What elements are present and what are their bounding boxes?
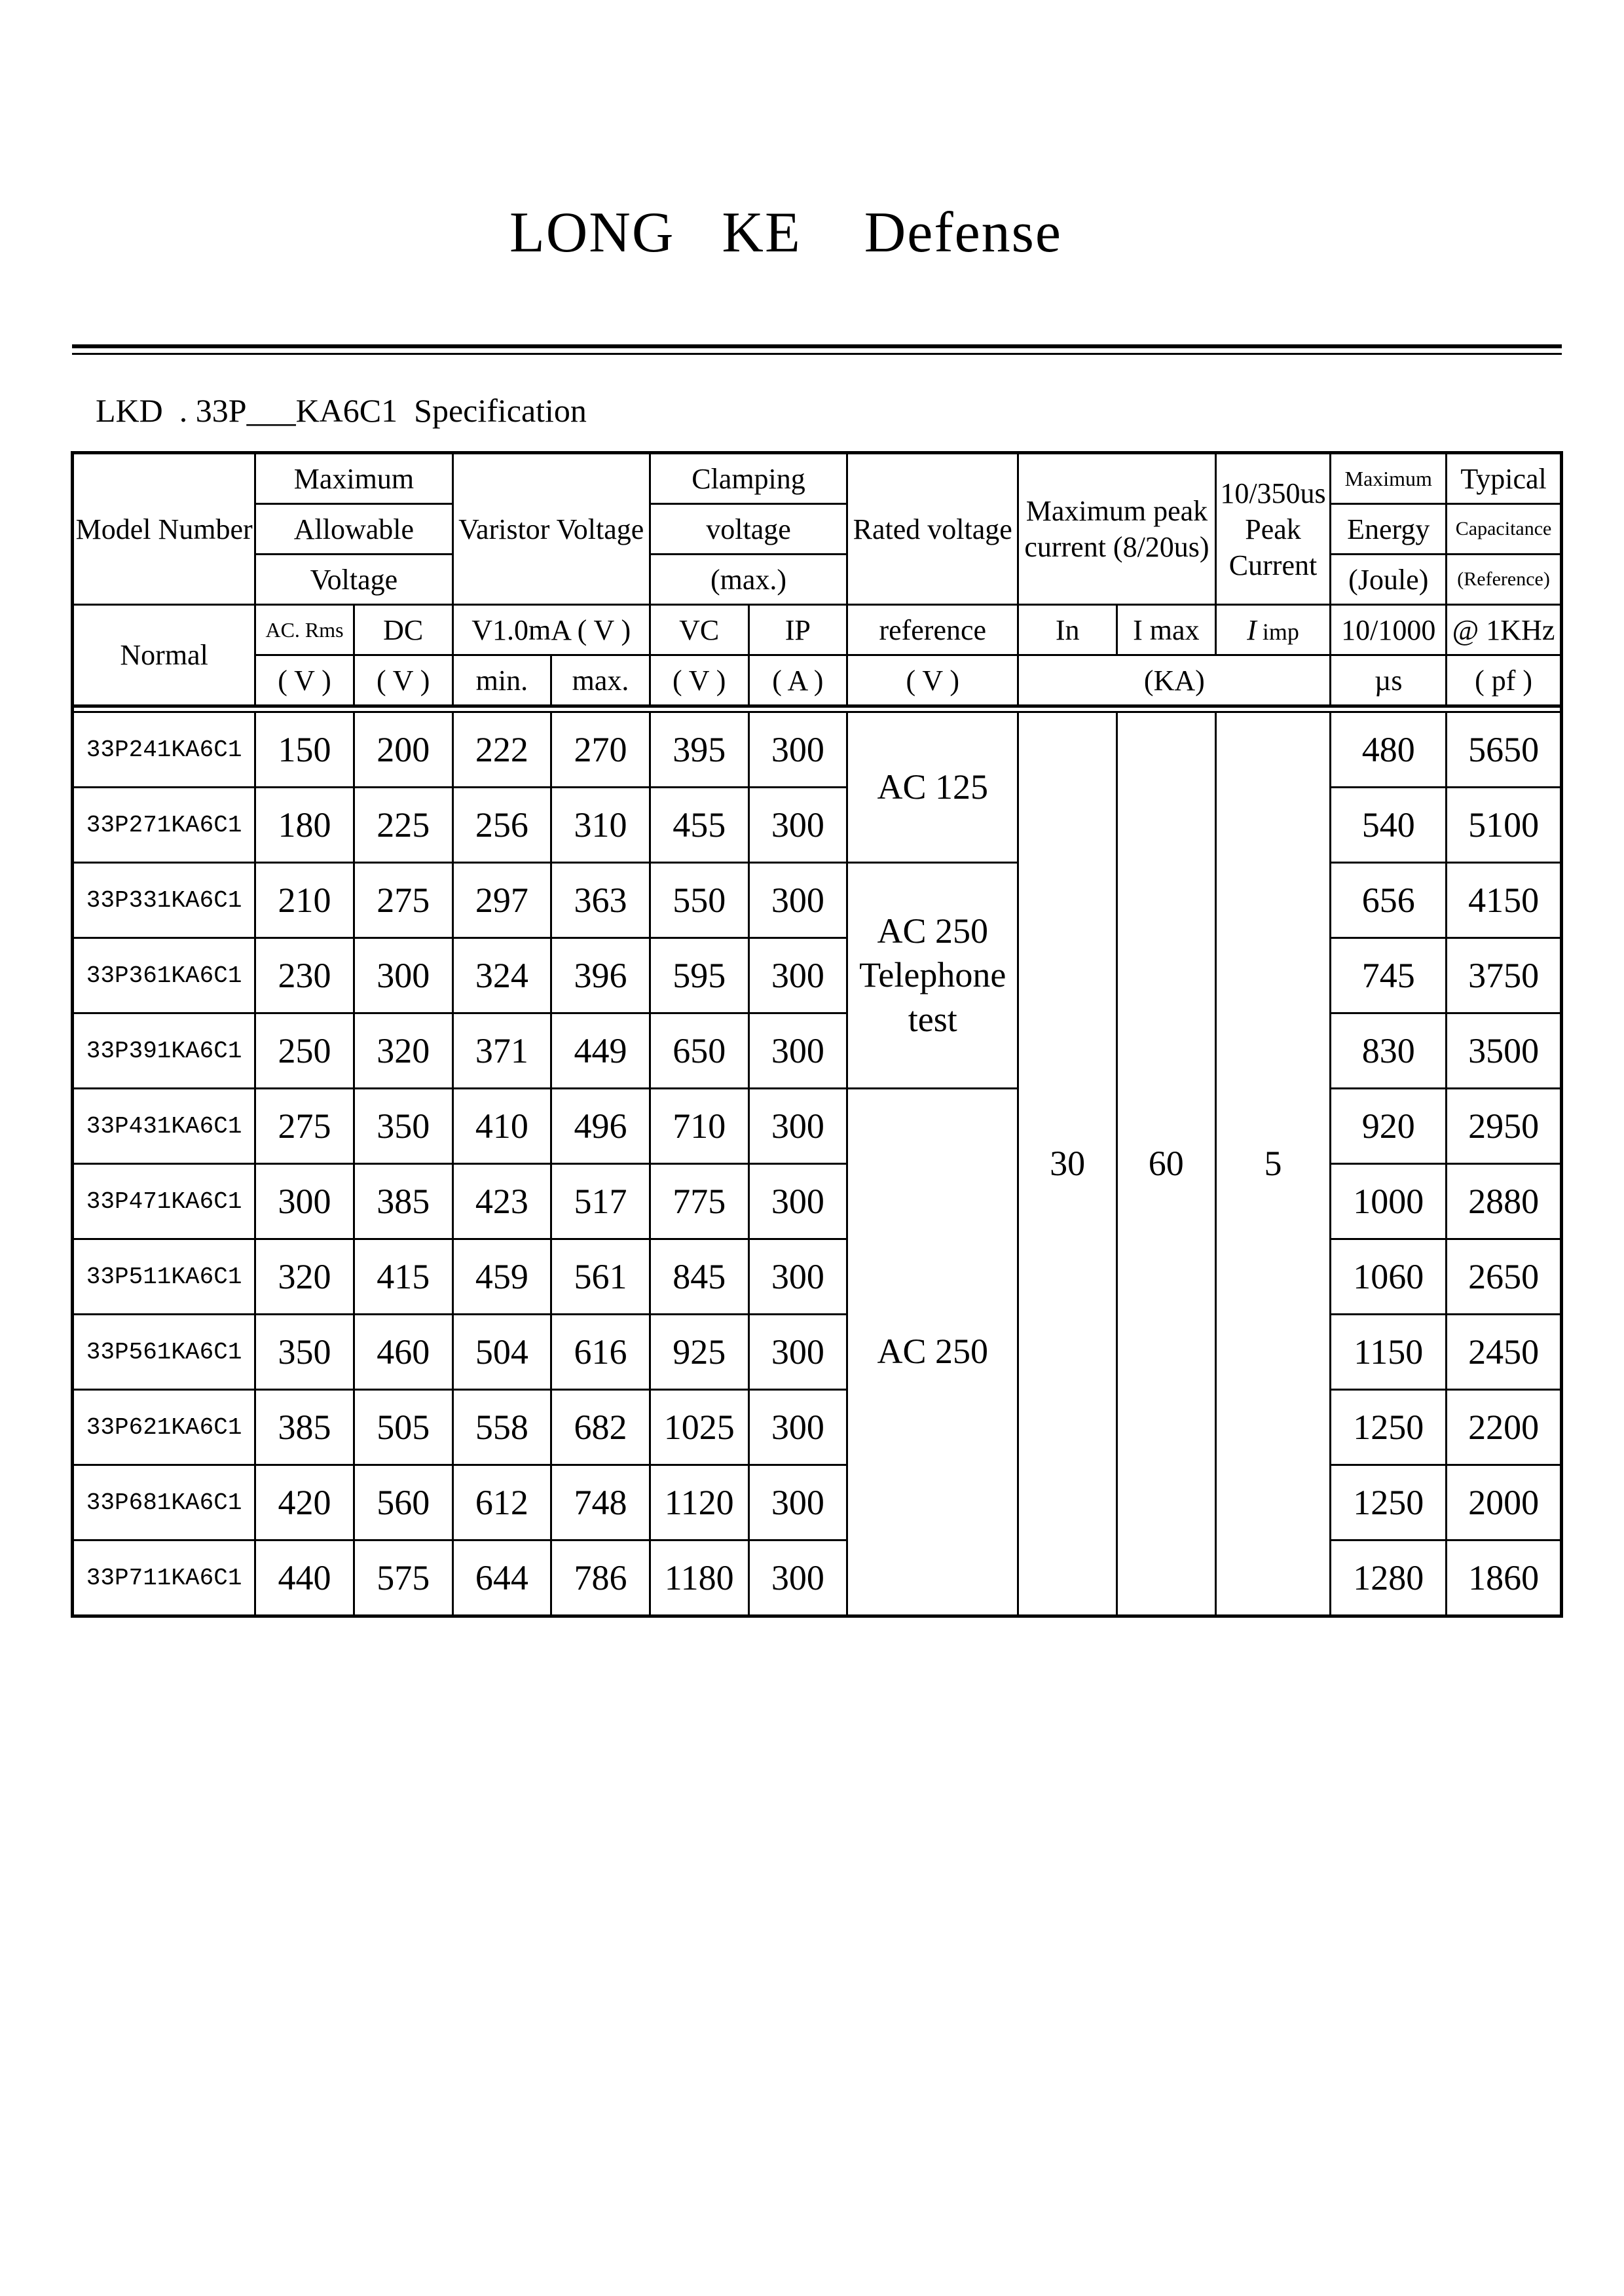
cell-energy: 920 — [1331, 1089, 1447, 1164]
unit-ip: ( A ) — [748, 655, 847, 706]
cell-peak-in: 30 — [1018, 712, 1117, 1616]
cell-model: 33P361KA6C1 — [73, 938, 255, 1013]
cell-energy: 540 — [1331, 788, 1447, 863]
cell-ip: 300 — [748, 1465, 847, 1540]
cell-vmin: 558 — [452, 1390, 551, 1465]
cell-vmax: 449 — [551, 1013, 650, 1089]
header-ip: IP — [748, 605, 847, 655]
header-in: In — [1018, 605, 1117, 655]
cell-ip: 300 — [748, 1013, 847, 1089]
header-max-peak-current: Maximum peak current (8/20us) — [1018, 453, 1215, 605]
table-row — [73, 1540, 1562, 1616]
table-body — [73, 712, 1562, 1616]
cell-vc: 1180 — [650, 1540, 748, 1616]
cell-ac: 275 — [255, 1089, 354, 1164]
cell-capacitance: 2200 — [1447, 1390, 1562, 1465]
cell-ip: 300 — [748, 1239, 847, 1315]
cell-model: 33P241KA6C1 — [73, 712, 255, 788]
cell-dc: 300 — [354, 938, 452, 1013]
cell-model: 33P561KA6C1 — [73, 1315, 255, 1390]
cell-vmin: 459 — [452, 1239, 551, 1315]
cell-vmin: 222 — [452, 712, 551, 788]
cell-ip: 300 — [748, 1315, 847, 1390]
cell-vc: 845 — [650, 1239, 748, 1315]
unit-rated: ( V ) — [847, 655, 1018, 706]
cell-ip: 300 — [748, 1164, 847, 1239]
cell-capacitance: 2950 — [1447, 1089, 1562, 1164]
unit-dc: ( V ) — [354, 655, 452, 706]
cell-capacitance: 1860 — [1447, 1540, 1562, 1616]
cell-vc: 925 — [650, 1315, 748, 1390]
cell-capacitance: 3750 — [1447, 938, 1562, 1013]
table-row — [73, 1013, 1562, 1089]
title-rule-thick — [72, 344, 1562, 348]
cell-rated-voltage: AC 250 Telephone test — [847, 863, 1018, 1089]
cell-vmax: 748 — [551, 1465, 650, 1540]
table-row — [73, 1089, 1562, 1164]
cell-ac: 420 — [255, 1465, 354, 1540]
cell-model: 33P271KA6C1 — [73, 788, 255, 863]
header-imp-symbol: I — [1247, 613, 1257, 646]
cell-vc: 550 — [650, 863, 748, 938]
header-reference: reference — [847, 605, 1018, 655]
cell-ac: 210 — [255, 863, 354, 938]
cell-vmax: 682 — [551, 1390, 650, 1465]
cell-capacitance: 4150 — [1447, 863, 1562, 938]
cell-model: 33P711KA6C1 — [73, 1540, 255, 1616]
cell-capacitance: 2450 — [1447, 1315, 1562, 1390]
cell-ip: 300 — [748, 863, 847, 938]
header-energy-3: (Joule) — [1331, 555, 1447, 605]
header-max-allowable-2: Allowable — [255, 504, 452, 555]
cell-ip: 300 — [748, 1089, 847, 1164]
cell-energy: 830 — [1331, 1013, 1447, 1089]
cell-ac: 180 — [255, 788, 354, 863]
header-dc: DC — [354, 605, 452, 655]
header-max-allowable-1: Maximum — [255, 453, 452, 504]
cell-vmax: 616 — [551, 1315, 650, 1390]
header-normal: Normal — [73, 605, 255, 706]
header-ac-rms: AC. Rms — [255, 605, 354, 655]
cell-peak-imp: 5 — [1215, 712, 1331, 1616]
cell-ac: 350 — [255, 1315, 354, 1390]
cell-capacitance: 2880 — [1447, 1164, 1562, 1239]
header-cap-3: (Reference) — [1447, 555, 1562, 605]
cell-vmin: 504 — [452, 1315, 551, 1390]
cell-energy: 1060 — [1331, 1239, 1447, 1315]
cell-ac: 230 — [255, 938, 354, 1013]
table-row — [73, 1164, 1562, 1239]
cell-vmax: 270 — [551, 712, 650, 788]
cell-vmax: 517 — [551, 1164, 650, 1239]
cell-dc: 460 — [354, 1315, 452, 1390]
cell-dc: 320 — [354, 1013, 452, 1089]
cell-ac: 250 — [255, 1013, 354, 1089]
cell-vc: 710 — [650, 1089, 748, 1164]
cell-energy: 1280 — [1331, 1540, 1447, 1616]
header-separator — [73, 706, 1562, 712]
cell-ac: 320 — [255, 1239, 354, 1315]
unit-ac: ( V ) — [255, 655, 354, 706]
cell-dc: 505 — [354, 1390, 452, 1465]
table-row — [73, 1390, 1562, 1465]
cell-vmin: 423 — [452, 1164, 551, 1239]
table-row — [73, 1239, 1562, 1315]
cell-dc: 225 — [354, 788, 452, 863]
cell-energy: 1250 — [1331, 1390, 1447, 1465]
cell-dc: 200 — [354, 712, 452, 788]
cell-dc: 415 — [354, 1239, 452, 1315]
cell-energy: 745 — [1331, 938, 1447, 1013]
unit-us: µs — [1331, 655, 1447, 706]
unit-ka: (KA) — [1018, 655, 1331, 706]
header-clamping-3: (max.) — [650, 555, 847, 605]
cell-vmax: 786 — [551, 1540, 650, 1616]
cell-ip: 300 — [748, 1390, 847, 1465]
table-row — [73, 712, 1562, 788]
cell-energy: 480 — [1331, 712, 1447, 788]
cell-dc: 560 — [354, 1465, 452, 1540]
cell-model: 33P431KA6C1 — [73, 1089, 255, 1164]
header-cap-1: Typical — [1447, 453, 1562, 504]
cell-ip: 300 — [748, 788, 847, 863]
table-row — [73, 938, 1562, 1013]
cell-ac: 300 — [255, 1164, 354, 1239]
header-clamping-1: Clamping — [650, 453, 847, 504]
cell-vc: 775 — [650, 1164, 748, 1239]
cell-vmin: 371 — [452, 1013, 551, 1089]
cell-vmax: 561 — [551, 1239, 650, 1315]
cell-model: 33P681KA6C1 — [73, 1465, 255, 1540]
header-cap-2: Capacitance — [1447, 504, 1562, 555]
cell-capacitance: 2000 — [1447, 1465, 1562, 1540]
title-rule-thin — [72, 353, 1562, 355]
specification-table — [71, 451, 1563, 1618]
cell-energy: 1250 — [1331, 1465, 1447, 1540]
cell-model: 33P331KA6C1 — [73, 863, 255, 938]
cell-vmin: 297 — [452, 863, 551, 938]
cell-peak-imax: 60 — [1116, 712, 1215, 1616]
cell-model: 33P511KA6C1 — [73, 1239, 255, 1315]
cell-vmax: 396 — [551, 938, 650, 1013]
cell-dc: 275 — [354, 863, 452, 938]
header-model-number: Model Number — [73, 453, 255, 605]
unit-max: max. — [551, 655, 650, 706]
cell-model: 33P471KA6C1 — [73, 1164, 255, 1239]
unit-min: min. — [452, 655, 551, 706]
cell-capacitance: 2650 — [1447, 1239, 1562, 1315]
cell-vmax: 363 — [551, 863, 650, 938]
header-energy-2: Energy — [1331, 504, 1447, 555]
cell-ac: 440 — [255, 1540, 354, 1616]
cell-vc: 1025 — [650, 1390, 748, 1465]
cell-vmax: 496 — [551, 1089, 650, 1164]
header-varistor-voltage: Varistor Voltage — [452, 453, 650, 605]
cell-vc: 595 — [650, 938, 748, 1013]
cell-vc: 395 — [650, 712, 748, 788]
header-clamping-2: voltage — [650, 504, 847, 555]
spec-subtitle: LKD . 33P___KA6C1 Specification — [96, 392, 587, 429]
cell-vc: 650 — [650, 1013, 748, 1089]
table-row — [73, 788, 1562, 863]
header-imp — [1215, 605, 1331, 655]
header-vc: VC — [650, 605, 748, 655]
document-title: LONG KE Defense — [509, 201, 1062, 264]
cell-ip: 300 — [748, 1540, 847, 1616]
cell-capacitance: 5650 — [1447, 712, 1562, 788]
cell-capacitance: 5100 — [1447, 788, 1562, 863]
header-imp-label: imp — [1256, 618, 1299, 645]
header-v1ma: V1.0mA ( V ) — [452, 605, 650, 655]
cell-ip: 300 — [748, 938, 847, 1013]
header-rated-voltage: Rated voltage — [847, 453, 1018, 605]
cell-capacitance: 3500 — [1447, 1013, 1562, 1089]
cell-rated-voltage: AC 125 — [847, 712, 1018, 863]
cell-energy: 656 — [1331, 863, 1447, 938]
cell-dc: 575 — [354, 1540, 452, 1616]
header-10-1000: 10/1000 — [1331, 605, 1447, 655]
table-row — [73, 1465, 1562, 1540]
cell-ip: 300 — [748, 712, 847, 788]
cell-energy: 1150 — [1331, 1315, 1447, 1390]
cell-energy: 1000 — [1331, 1164, 1447, 1239]
unit-pf: ( pf ) — [1447, 655, 1562, 706]
cell-model: 33P621KA6C1 — [73, 1390, 255, 1465]
table-row — [73, 863, 1562, 938]
header-1khz: @ 1KHz — [1447, 605, 1562, 655]
cell-model: 33P391KA6C1 — [73, 1013, 255, 1089]
table-header — [73, 453, 1562, 712]
cell-vmin: 410 — [452, 1089, 551, 1164]
cell-vc: 1120 — [650, 1465, 748, 1540]
cell-vmax: 310 — [551, 788, 650, 863]
header-energy-1: Maximum — [1331, 453, 1447, 504]
cell-vc: 455 — [650, 788, 748, 863]
cell-vmin: 324 — [452, 938, 551, 1013]
unit-vc: ( V ) — [650, 655, 748, 706]
header-10-350-peak: 10/350us Peak Current — [1215, 453, 1331, 605]
cell-ac: 385 — [255, 1390, 354, 1465]
header-imax: I max — [1116, 605, 1215, 655]
cell-vmin: 256 — [452, 788, 551, 863]
cell-dc: 350 — [354, 1089, 452, 1164]
cell-vmin: 644 — [452, 1540, 551, 1616]
header-max-allowable-3: Voltage — [255, 555, 452, 605]
cell-rated-voltage: AC 250 — [847, 1089, 1018, 1616]
cell-dc: 385 — [354, 1164, 452, 1239]
cell-ac: 150 — [255, 712, 354, 788]
table-row — [73, 1315, 1562, 1390]
cell-vmin: 612 — [452, 1465, 551, 1540]
